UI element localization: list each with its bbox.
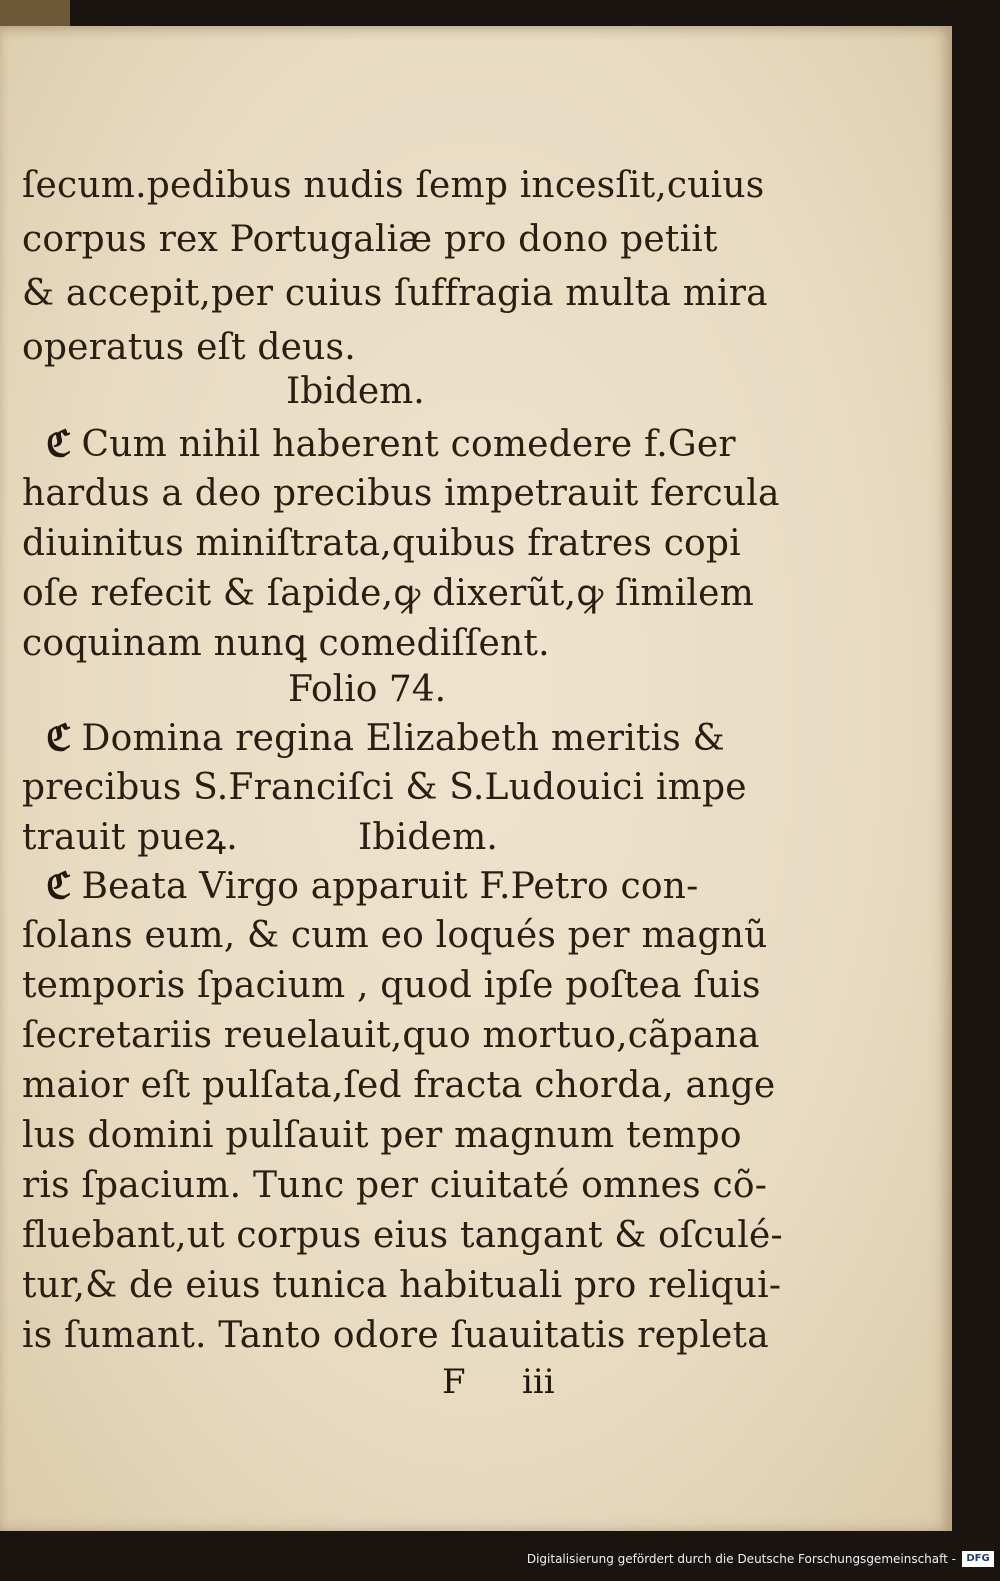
text-fragment: trauit pueꝝ. (22, 817, 238, 858)
citation-reference: Ibidem. (357, 817, 499, 858)
text-line: coquinam nunꝗ comediſſent. (22, 623, 550, 664)
folio-reference: Folio 74. (288, 669, 447, 710)
text-line: corpus rex Portugaliæ pro dono petiit (22, 219, 718, 260)
text-line: ſecretariis reuelauit,quo mortuo,cãpana (22, 1015, 760, 1056)
text-line: ſecum.pedibus nudis ſemp incesſit,cuius (22, 165, 765, 206)
paragraph-mark-icon: ℭ (46, 717, 72, 759)
book-page (0, 26, 952, 1531)
paragraph-start (46, 418, 736, 471)
dfg-logo: DFG (962, 1551, 994, 1567)
text-line: precibus S.Franciſci & S.Ludouici impe (22, 767, 747, 808)
text-line: Domina regina Elizabeth meritis & (81, 718, 725, 759)
text-line: maior eſt pulſata,ſed fracta chorda, ange (22, 1065, 776, 1106)
text-line: is ſumant. Tanto odore ſuauitatis repleta (22, 1315, 769, 1356)
paragraph-mark-icon: ℭ (46, 865, 72, 907)
paragraph-start (46, 712, 725, 765)
paragraph-mark-icon: ℭ (46, 423, 72, 465)
text-line: hardus a deo precibus impetrauit fercula (22, 473, 780, 514)
text-line: Beata Virgo apparuit F.Petro con- (81, 866, 699, 907)
text-line: & accepit,per cuius ſuffragia multa mira (22, 273, 768, 314)
signature-numeral: iii (522, 1362, 555, 1402)
paragraph-start (46, 860, 699, 913)
text-line: Cum nihil haberent comedere f.Ger (81, 424, 736, 465)
text-line: lus domini pulſauit per magnum tempo (22, 1115, 742, 1156)
text-line: tur,& de eius tunica habituali pro reliqui- (22, 1265, 782, 1306)
text-line: temporis ſpacium , quod ipſe poſtea ſuis (22, 965, 761, 1006)
text-line: ris ſpacium. Tunc per ciuitaté omnes cõ- (22, 1165, 768, 1206)
signature-letter: F (442, 1362, 466, 1402)
text-line: oſe refecit & ſapide,ꝙ dixerũt,ꝙ ſimilem (22, 573, 754, 614)
text-line: ſolans eum, & cum eo loqués per magnũ (22, 915, 768, 956)
text-line (22, 812, 498, 864)
text-line: diuinitus miniſtrata,quibus fratres copi (22, 523, 741, 564)
funding-credit: Digitalisierung gefördert durch die Deutsche Forschungsgemeinschaft - (526, 1552, 956, 1566)
text-line: fluebant,ut corpus eius tangant & oſculé- (22, 1215, 783, 1256)
section-heading: Ibidem. (286, 371, 425, 412)
binding-edge (0, 0, 70, 26)
text-line: operatus eſt deus. (22, 327, 356, 368)
